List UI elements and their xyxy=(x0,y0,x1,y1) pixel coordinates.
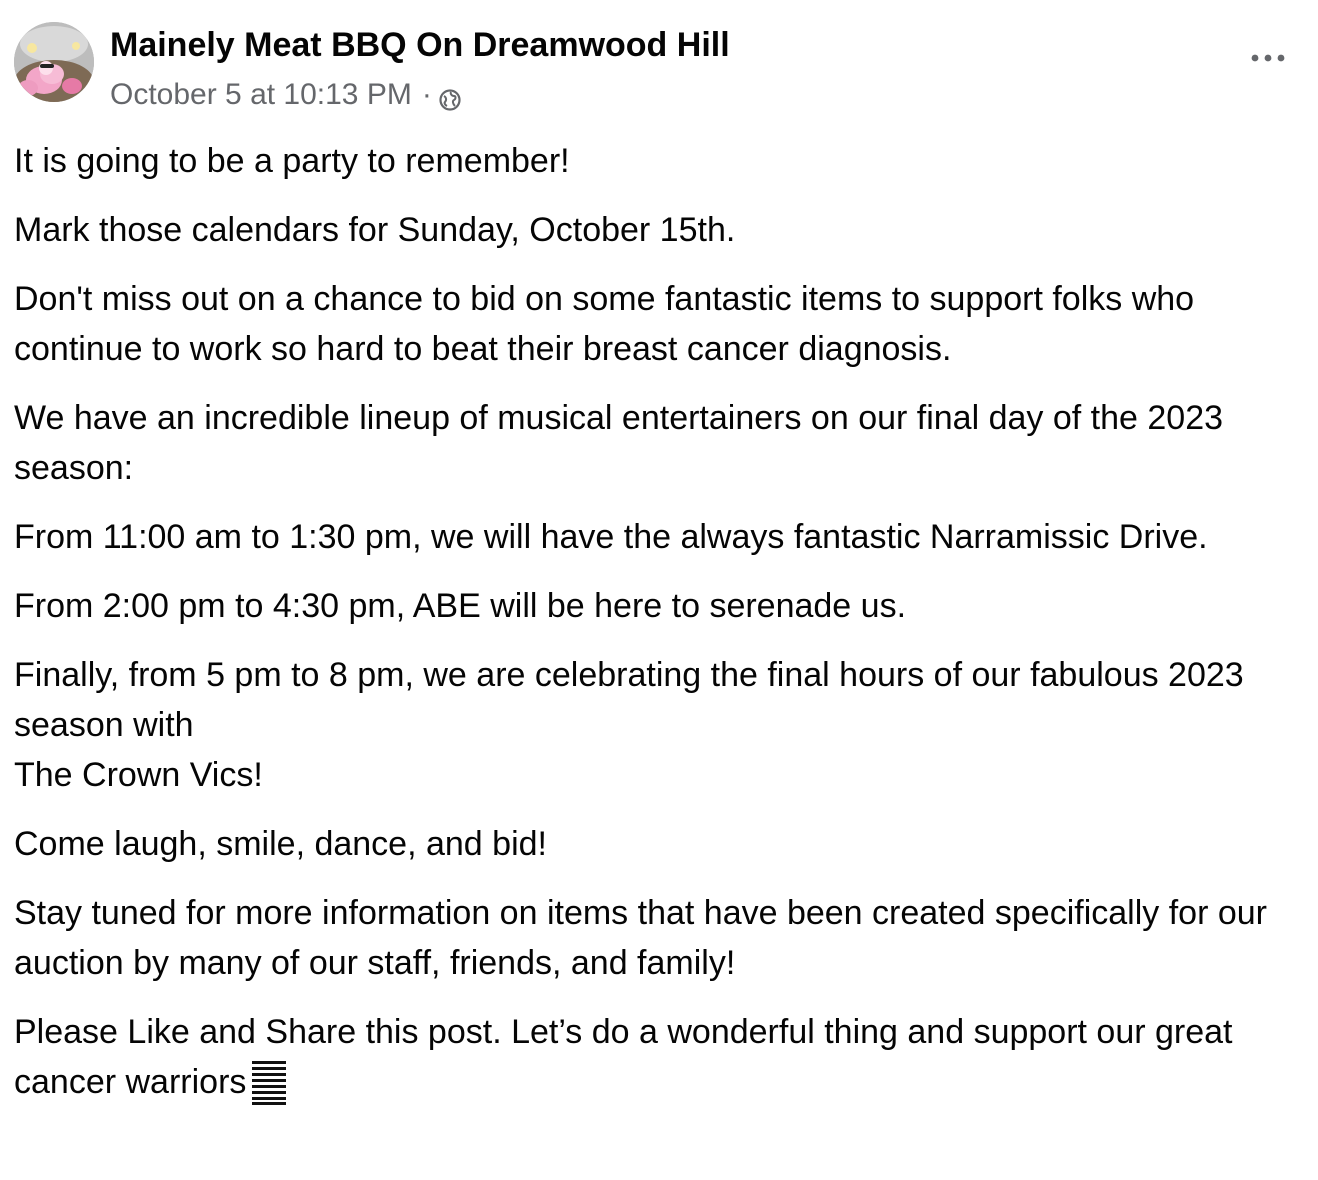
post-body xyxy=(14,136,1304,1126)
striped-ribbon-icon xyxy=(252,1061,286,1105)
author-name[interactable]: Mainely Meat BBQ On Dreamwood Hill xyxy=(110,26,730,64)
post-paragraph-3: Don't miss out on a chance to bid on some fantastic items to support folks who continue to work so hard to beat their breast cancer diagnosis. xyxy=(14,280,1195,368)
meta-separator: · xyxy=(421,78,432,111)
post-paragraph-10 xyxy=(14,1007,1304,1107)
post-paragraph-10-text: Please Like and Share this post. Let’s do a wonderful thing and support our great cancer warriors xyxy=(14,1013,1233,1101)
post-paragraph-4: We have an incredible lineup of musical entertainers on our final day of the 2023 season: xyxy=(14,399,1224,487)
post-paragraph-8: Come laugh, smile, dance, and bid! xyxy=(14,825,547,863)
post-paragraph-1: It is going to be a party to remember! xyxy=(14,142,570,180)
post-meta xyxy=(110,78,462,112)
avatar-photo xyxy=(14,22,94,102)
post-paragraph-9: Stay tuned for more information on items that have been created specifically for our auction by many of our staff, friends, and family! xyxy=(14,894,1267,982)
post-header xyxy=(14,22,1304,111)
post-timestamp[interactable]: October 5 at 10:13 PM xyxy=(110,78,412,111)
more-options-button[interactable] xyxy=(1246,46,1290,70)
page-avatar[interactable] xyxy=(14,22,94,102)
post-paragraph-2: Mark those calendars for Sunday, October 15th. xyxy=(14,211,736,249)
post-paragraph-7: Finally, from 5 pm to 8 pm, we are celebrating the final hours of our fabulous 2023 season with The Crown Vics! xyxy=(14,656,1244,794)
post-paragraph-5: From 11:00 am to 1:30 pm, we will have the always fantastic Narramissic Drive. xyxy=(14,518,1208,556)
post-paragraph-6: From 2:00 pm to 4:30 pm, ABE will be here to serenade us. xyxy=(14,587,907,625)
globe-icon[interactable] xyxy=(438,86,462,110)
more-options-icon xyxy=(1251,54,1285,62)
